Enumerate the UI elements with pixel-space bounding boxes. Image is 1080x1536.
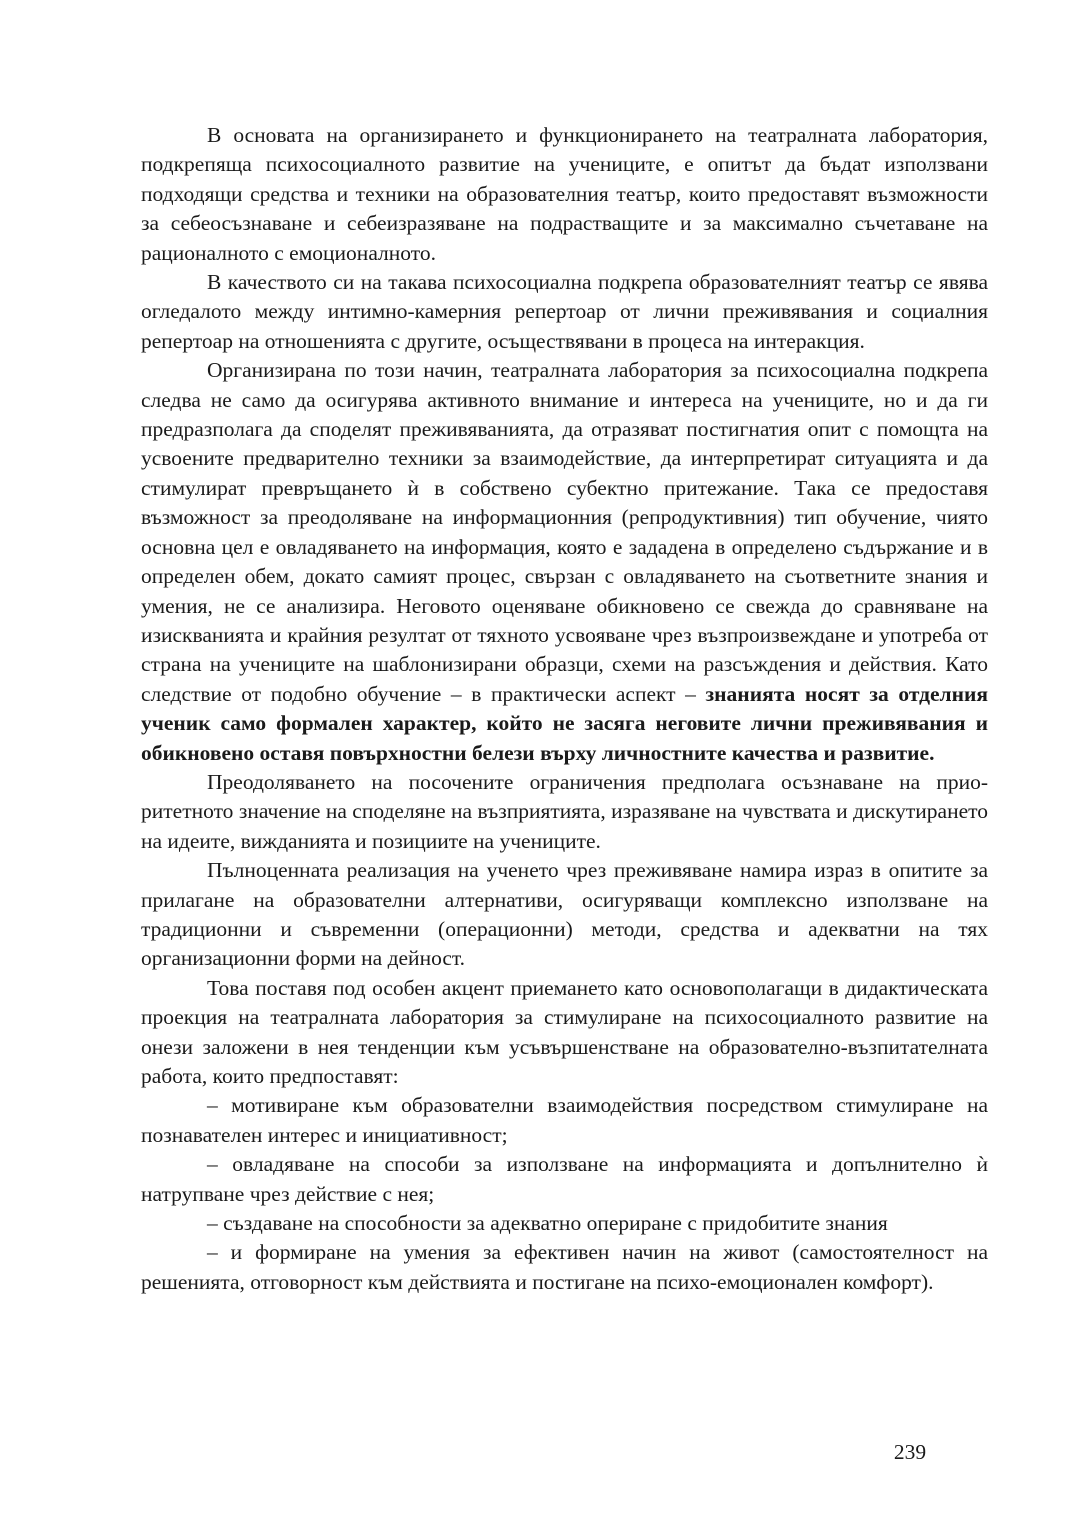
paragraph-6: Това поставя под особен акцент приемането като основополагащи в дидактическата проекция на театралната лаборатория за стимулиране на психосоциалното развитие на онези заложени в нея тенденции към усъвършенстване на образователно-възпитателната работа, които предпоставят: [141,975,988,1088]
paragraph-3 [141,356,988,768]
paragraph-3-text: Организирана по този начин, театралната лаборатория за психосоциална подкрепа следва не само да осигурява активното внимание и интереса на учениците, но и да ги предразполага да споделят преживяванията, да отразяват постигнатия опит с помощта на усвоените предварително техники за взаимодействие, да интерпретират ситуацията и да стимулират превръщането ѝ в собствено субектно притежание. Така се предоставя възможност за преодоляване на информационния (репродуктивния) тип обучение, чиято основна цел е овладяването на информация, която е зададена в определено съдържание и в определен обем, докато самият процес, свързан с овладяването на съответните знания и умения, не се анализира. Неговото оценяване обикновено се свежда до сравняване на изискванията и крайния резултат от тяхното усвояване чрез възпроизвеждане и употреба от страна на учениците на шаблонизирани образци, схеми на разсъждения и действия. Като следствие от подобно обучение – в практически аспект – [141,358,988,706]
list-item-4: – и формиране на умения за ефективен начин на живот (самостоятелност на решенията, отговорност към действията и постигане на психо-емоционален комфорт). [141,1240,988,1294]
paragraph-2: В качеството си на такава психосоциална подкрепа образователният театър се явява огледалото между интимно-камерния репертоар от лични преживявания и социалния репертоар на отношенията с другите, осъществявани в процеса на интеракция. [141,270,988,353]
list-item-2: – овладяване на способи за използване на информацията и допълнително ѝ натрупване чрез действие с нея; [141,1152,988,1206]
paragraph-5: Пълноценната реализация на ученето чрез преживяване намира израз в опитите за прилагане на образователни алтернативи, осигуряващи комплексно използване на традиционни и съвременни (операционни) методи, средства и адекватни на тях организационни форми на дейност. [141,858,988,971]
page-number: 239 [893,1440,927,1464]
list-item-3: – създаване на способности за адекватно опериране с придобитите знания [207,1211,888,1236]
paragraph-4: Преодоляването на посочените ограничения предполага осъзнаване на приоритетното значение на споделяне на възприятията, изразяване на чувствата и дискутирането на идеите, вижданията и позициите на учениците. [141,769,988,853]
paragraph-1: В основата на организирането и функционирането на театралната лаборатория, подкрепяща психосоциалното развитие на учениците, е опитът да бъдат използвани подходящи средства и техники на образователния театър, които предоставят възможности за себеосъзнаване и себеизразяване на подрастващите и за максимално съчетаване на рационалното с емоционалното. [141,123,988,265]
paragraph-3-bold-text: знанията носят за отделния ученик само формален характер, който не засяга неговите лични преживявания и обикновено оставя повърхностни белези върху личностните качества и развитие. [141,681,988,765]
body-text [141,121,988,1297]
list-item-1: – мотивиране към образователни взаимодействия посредством стимулиране на познавателен интерес и инициативност; [141,1093,988,1147]
